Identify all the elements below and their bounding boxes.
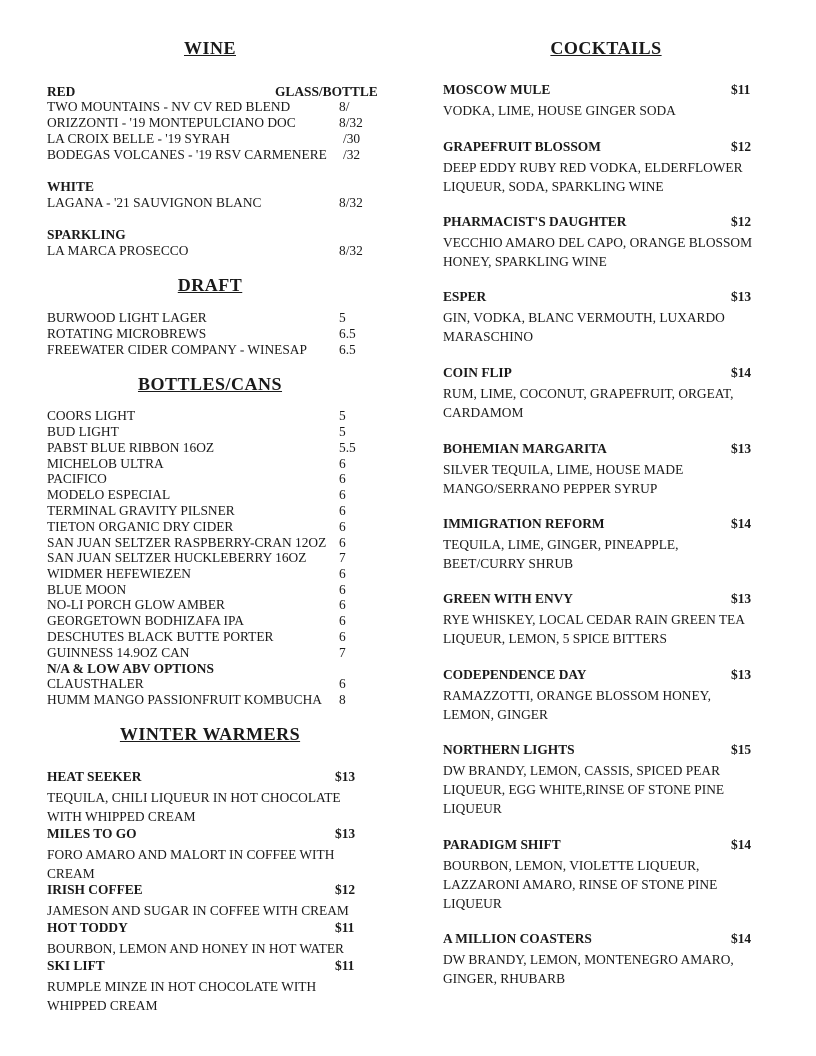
- bottles-title: BOTTLES/CANS: [137, 374, 283, 394]
- na-options-label: N/A & LOW ABV OPTIONS: [47, 661, 214, 676]
- wine-white-label: WHITE: [47, 179, 94, 194]
- wine-red-label: RED: [47, 84, 76, 99]
- menu-item: ESPER $13 GIN, VODKA, BLANC VERMOUTH, LUXARDO MARASCHINO: [443, 289, 752, 344]
- glass-bottle-label: GLASS/BOTTLE: [275, 84, 378, 99]
- menu-item: HEAT SEEKER $13 TEQUILA, CHILI LIQUEUR IN HOT CHOCOLATE WITH WHIPPED CREAM: [47, 769, 356, 824]
- menu-item: GREEN WITH ENVY $13 RYE WHISKEY, LOCAL CEDAR RAIN GREEN TEA LIQUEUR, LEMON, 5 SPICE BITTERS: [443, 591, 752, 646]
- wine-title: WINE: [183, 38, 236, 58]
- menu-item: IMMIGRATION REFORM $14 TEQUILA, LIME, GINGER, PINEAPPLE, BEET/CURRY SHRUB: [443, 516, 752, 571]
- menu-item: SKI LIFT $11 RUMPLE MINZE IN HOT CHOCOLATE WITH WHIPPED CREAM: [47, 958, 355, 1013]
- menu-item: IRISH COFFEE $12 JAMESON AND SUGAR IN COFFEE WITH CREAM: [47, 882, 356, 918]
- menu-item: A MILLION COASTERS $14 DW BRANDY, LEMON, MONTENEGRO AMARO, GINGER, RHUBARB: [443, 931, 752, 986]
- menu-item: PHARMACIST'S DAUGHTER $12 VECCHIO AMARO DEL CAPO, ORANGE BLOSSOM HONEY, SPARKLING WINE: [443, 214, 753, 269]
- wine-sparkling-label: SPARKLING: [47, 227, 126, 242]
- menu-item: HOT TODDY $11 BOURBON, LEMON AND HONEY IN HOT WATER: [47, 920, 355, 956]
- menu-item: MOSCOW MULE $11 VODKA, LIME, HOUSE GINGER SODA: [443, 82, 751, 118]
- menu-item: CODEPENDENCE DAY $13 RAMAZZOTTI, ORANGE BLOSSOM HONEY, LEMON, GINGER: [443, 667, 752, 722]
- menu-item: MILES TO GO $13 FORO AMARO AND MALORT IN COFFEE WITH CREAM: [47, 826, 356, 881]
- menu-item: BOHEMIAN MARGARITA $13 SILVER TEQUILA, LIME, HOUSE MADE MANGO/SERRANO PEPPER SYRUP: [443, 441, 752, 496]
- cocktails-title: COCKTAILS: [550, 38, 662, 58]
- menu-item: PARADIGM SHIFT $14 BOURBON, LEMON, VIOLETTE LIQUEUR, LAZZARONI AMARO, RINSE OF STONE PINE LIQUEUR: [443, 837, 752, 911]
- menu-item: GRAPEFRUIT BLOSSOM $12 DEEP EDDY RUBY RED VODKA, ELDERFLOWER LIQUEUR, SODA, SPARKLING WINE: [443, 139, 752, 194]
- menu-item: COIN FLIP $14 RUM, LIME, COCONUT, GRAPEFRUIT, ORGEAT, CARDAMOM: [443, 365, 752, 420]
- winter-title: WINTER WARMERS: [119, 724, 301, 744]
- menu-item: NORTHERN LIGHTS $15 DW BRANDY, LEMON, CASSIS, SPICED PEAR LIQUEUR, EGG WHITE,RINSE OF STONE PINE LIQUEUR: [443, 742, 752, 816]
- draft-title: DRAFT: [177, 275, 243, 295]
